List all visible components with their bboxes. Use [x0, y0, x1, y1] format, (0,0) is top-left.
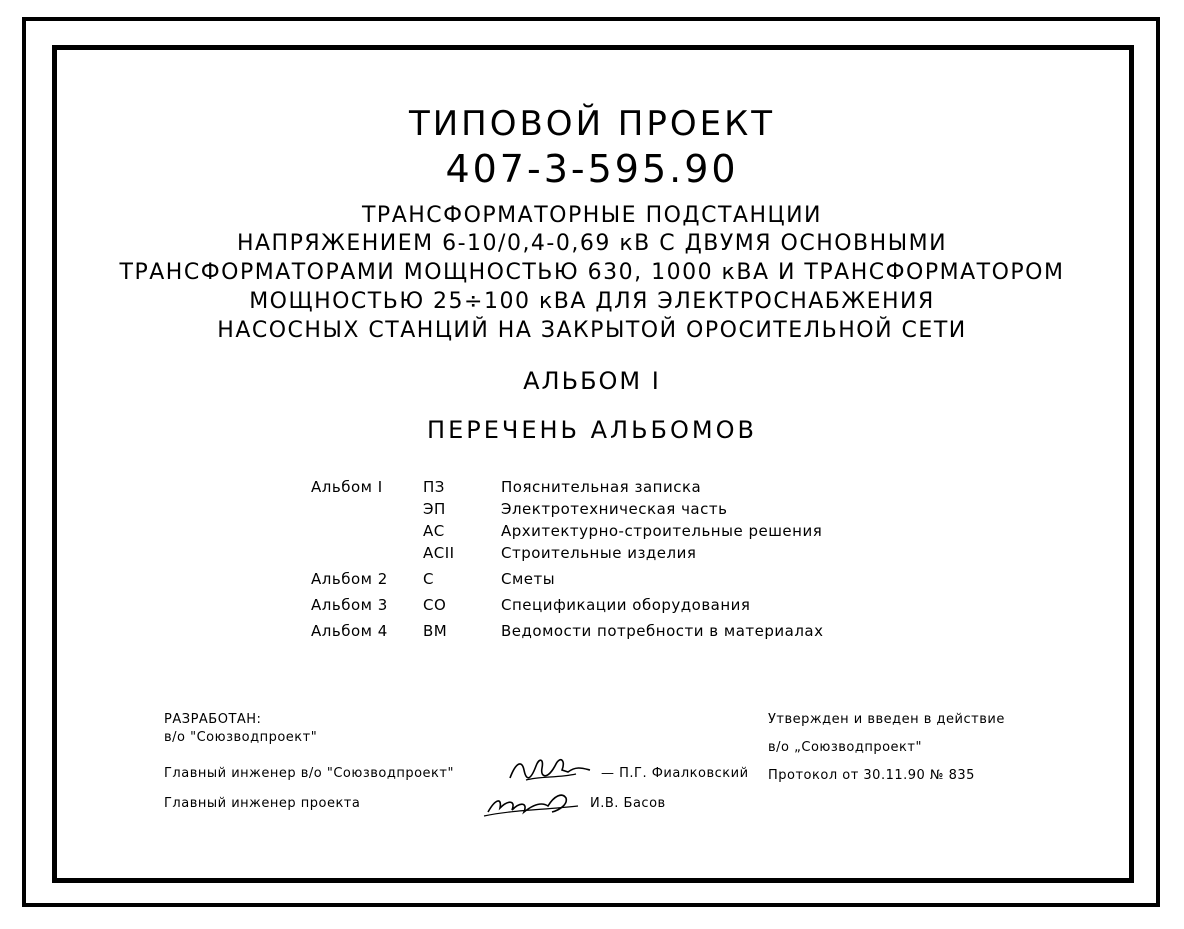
approved-label: Утвержден и введен в действие	[768, 712, 1005, 727]
album-code: ПЗ	[423, 478, 445, 496]
album-code: СО	[423, 596, 447, 614]
project-number: 407-3-595.90	[445, 147, 739, 191]
subtitle-line-3: ТРАНСФОРМАТОРАМИ МОЩНОСТЬЮ 630, 1000 кВА И ТРАНСФОРМАТОРОМ	[119, 260, 1065, 285]
chief-engineer-project-name: И.В. Басов	[590, 796, 666, 811]
subtitle-line-1: ТРАНСФОРМАТОРНЫЕ ПОДСТАНЦИИ	[361, 203, 822, 228]
album-desc: Строительные изделия	[501, 544, 697, 562]
developed-org: в/о "Союзводпроект"	[164, 730, 318, 745]
album-desc: Электротехническая часть	[501, 500, 728, 518]
album-desc: Архитектурно-строительные решения	[501, 522, 823, 540]
album-code: АС	[423, 522, 445, 540]
signature-fialkovsky	[506, 752, 596, 786]
album-name: Альбом 2	[311, 570, 388, 588]
album-name: Альбом 3	[311, 596, 388, 614]
approved-org: в/о „Союзводпроект"	[768, 740, 922, 755]
album-code: АСII	[423, 544, 455, 562]
album-title: АЛЬБОМ I	[523, 367, 661, 395]
chief-engineer-project: Главный инженер проекта	[164, 796, 361, 811]
album-desc: Сметы	[501, 570, 556, 588]
protocol-number: Протокол от 30.11.90 № 835	[768, 768, 975, 783]
album-desc: Пояснительная записка	[501, 478, 702, 496]
developed-label: РАЗРАБОТАН:	[164, 712, 262, 727]
album-code: ВМ	[423, 622, 448, 640]
signature-basov	[482, 786, 582, 820]
document-title: ТИПОВОЙ ПРОЕКТ	[408, 104, 776, 144]
subtitle-line-5: НАСОСНЫХ СТАНЦИЙ НА ЗАКРЫТОЙ ОРОСИТЕЛЬНОЙ СЕТИ	[217, 318, 967, 343]
album-code: ЭП	[423, 500, 446, 518]
subtitle-line-2: НАПРЯЖЕНИЕМ 6-10/0,4-0,69 кВ С ДВУМЯ ОСНОВНЫМИ	[236, 231, 948, 256]
chief-engineer-org: Главный инженер в/о "Союзводпроект"	[164, 766, 454, 781]
album-desc: Ведомости потребности в материалах	[501, 622, 824, 640]
chief-engineer-org-name: — П.Г. Фиалковский	[601, 766, 749, 781]
album-code: С	[423, 570, 434, 588]
album-desc: Спецификации оборудования	[501, 596, 751, 614]
album-name: Альбом I	[311, 478, 383, 496]
album-name: Альбом 4	[311, 622, 388, 640]
subtitle-line-4: МОЩНОСТЬЮ 25÷100 кВА ДЛЯ ЭЛЕКТРОСНАБЖЕНИЯ	[249, 289, 935, 314]
album-list-heading: ПЕРЕЧЕНЬ АЛЬБОМОВ	[427, 416, 757, 444]
